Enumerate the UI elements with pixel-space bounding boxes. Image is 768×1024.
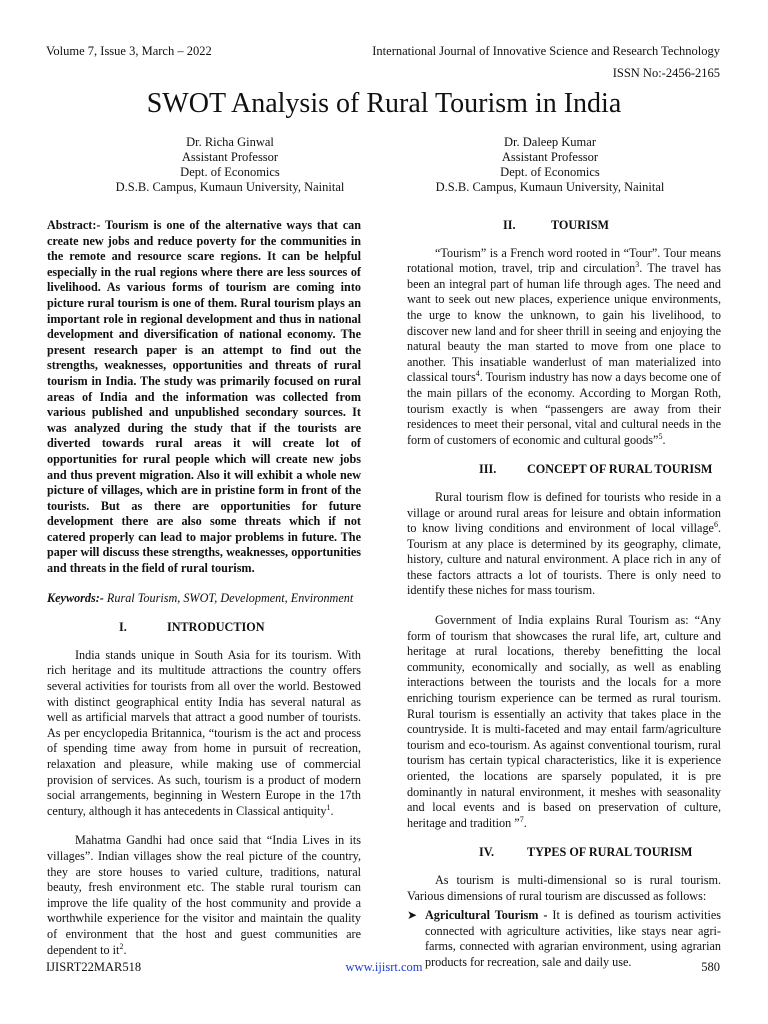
intro-paragraph-2 <box>47 833 361 958</box>
author-block-1 <box>70 135 390 195</box>
author-dept: Dept. of Economics <box>500 165 600 179</box>
author-name: Dr. Daleep Kumar <box>504 135 596 149</box>
text: . <box>123 942 127 957</box>
paper-title: SWOT Analysis of Rural Tourism in India <box>146 88 622 119</box>
footnote-ref: 2 <box>119 941 124 951</box>
section-number: III. <box>479 462 497 477</box>
keywords-label: Keywords:- <box>47 590 104 605</box>
keywords-text: Rural Tourism, SWOT, Development, Environment <box>103 590 354 605</box>
page-number: 580 <box>701 960 720 974</box>
text: . <box>662 432 666 447</box>
author-role: Assistant Professor <box>501 150 599 164</box>
text: . Tourism at any place is determined by its geography, climate, history, culture and natural environment. A place rich in any of these factors attracts a lot of tourists. There is only need to identify these niches for mass tourism. <box>407 521 721 598</box>
keywords <box>47 591 361 607</box>
paper-id: IJISRT22MAR518 <box>46 960 142 974</box>
footnote-ref: 7 <box>519 814 524 824</box>
issn: ISSN No:-2456-2165 <box>612 66 720 80</box>
author-affiliation: D.S.B. Campus, Kumaun University, Nainital <box>435 180 665 194</box>
section-title: CONCEPT OF RURAL TOURISM <box>527 462 713 477</box>
footnote-ref: 4 <box>475 369 480 379</box>
journal-name: International Journal of Innovative Science and Research Technology <box>372 44 720 58</box>
volume-issue: Volume 7, Issue 3, March – 2022 <box>46 44 212 58</box>
list-item-text: It is defined as tourism activities connected with agriculture activities, like stays near agri-farms, connected with agrarian environment, using agrarian products for recreation, sale and daily use. <box>425 908 721 969</box>
concept-paragraph-1 <box>407 490 721 599</box>
section-heading-types <box>407 845 721 861</box>
footnote-ref: 6 <box>713 520 718 530</box>
right-column <box>407 218 721 971</box>
text: India stands unique in South Asia for its tourism. With rich heritage and its multitude attractions the country offers several activities for tourists from all over the world. Bestowed with distinct geographical entity India has several natural as well as artificial marvels that attract a good number of tourists. As per encyclopedia Britannica, “tourism is the act and process of spending time away from home in pursuit of recreation, relaxation and pleasure, while making use of commercial provision of services. As such, tourism is a product of modern social arrangements, beginning in Western Europe in the 17th century, although it has antecedents in Classical antiquity <box>47 647 361 818</box>
text: . The travel has been an integral part of human life through ages. The need and want to seek out new places, experience unique environments, the urge to know the unknown, to gain his livelihood, to discover new land and for sheer thrill in seeing and enjoying the natural beauty the man started to move from one place to another. This insatiable wanderlust of man materialized into classical tours <box>407 261 721 385</box>
author-dept: Dept. of Economics <box>180 165 280 179</box>
text: Government of India explains Rural Tourism as: “Any form of tourism that showcases the rural life, art, culture and heritage at rural locations, thereby benefitting the local community, economically and socially, as well as enabling interactions between the tourists and the locals for a more enriching tourism experience can be termed as rural tourism. Rural tourism is essentially an activity that takes place in the countryside. It is multi-faceted and may entail farm/agriculture tourism and eco-tourism. As against conventional tourism, rural tourism has certain typical characteristics, like it is experience oriented, the locations are sparsely populated, it is pre dominantly in natural environment, it meshes with seasonality and local events and is based on preservation of culture, heritage and tradition ” <box>407 613 721 830</box>
section-title: TOURISM <box>551 218 610 232</box>
abstract: Abstract:- Tourism is one of the alternative ways that can create new jobs and reduce poverty for the communities in the remote and resource scare regions. It can be helpful especially in the rual regions where there are less sources of livelihood. As various forms of tourism are coming into picture rural tourism is one of them. Rural tourism plays an important role in regional development and thus in national development and diversification of national economy. The present research paper is an attempt to find out the strengths, weaknesses, opportunities and threats of rural tourism in India. The study was primarily focused on rural areas of India and the information was collected from various published and unpublished secondary sources. It was analyzed during the study that if the tourists are diverted towards rural areas it will create lot of opportunities for rural people which will create new jobs and thus prevent migration. Also it will exhibit a whole new picture of villages, which are in pristine form in front of the tourists. But as there are opportunities for future development there are also some threats which if not catered properly can lead to major problems in future. The paper will discuss these strengths, weaknesses, opportunities and threats in the field of rural tourism. <box>47 218 361 576</box>
tourism-paragraph <box>407 246 721 449</box>
section-title: INTRODUCTION <box>167 620 265 635</box>
journal-website-link[interactable]: www.ijisrt.com <box>345 960 423 974</box>
section-title: TYPES OF RURAL TOURISM <box>527 845 693 860</box>
text: . <box>330 803 334 818</box>
author-affiliation: D.S.B. Campus, Kumaun University, Nainital <box>115 180 345 194</box>
section-heading-introduction <box>47 620 361 636</box>
types-intro: As tourism is multi-dimensional so is rural tourism. Various dimensions of rural tourism are discussed as follows: <box>407 872 721 903</box>
section-number: I. <box>119 620 127 635</box>
footnote-ref: 1 <box>326 802 331 812</box>
left-column <box>47 218 361 958</box>
text: Mahatma Gandhi had once said that “India Lives in its villages”. Indian villages show the real picture of the country, they are store houses to varied culture, traditions, natural beauty, fresh environment etc. The stable rural tourism can improve the life quality of the host community and provide a worthwhile experience for the visitor and maintain the quality of environment that the host and guest communities are dependent to it <box>47 833 361 957</box>
text: . <box>523 815 527 830</box>
text: . Tourism industry has now a days become one of the main pillars of the economy. According to Morgan Roth, tourism exactly is when “passengers are away from their residences to meet their personal, vital and cultural needs in the form of customers of economic and cultural goods” <box>407 370 721 447</box>
author-role: Assistant Professor <box>181 150 279 164</box>
section-number: IV. <box>479 845 495 860</box>
author-name: Dr. Richa Ginwal <box>186 135 274 149</box>
section-number: II. <box>503 218 516 232</box>
section-heading-concept <box>407 462 721 478</box>
list-item-term: Agricultural Tourism - <box>425 908 548 923</box>
concept-paragraph-2 <box>407 613 721 831</box>
author-block-2 <box>390 135 710 195</box>
intro-paragraph-1 <box>47 648 361 820</box>
arrow-bullet-icon: ➤ <box>407 908 418 923</box>
section-heading-tourism <box>407 218 721 234</box>
footnote-ref: 3 <box>635 260 640 270</box>
text: Rural tourism flow is defined for tourists who reside in a village or around rural areas for leisure and obtain information to know living conditions and environment of local village <box>407 489 721 536</box>
footnote-ref: 5 <box>658 431 663 441</box>
text: “Tourism” is a French word rooted in “Tour”. Tour means rotational motion, travel, trip and circulation <box>407 245 721 276</box>
